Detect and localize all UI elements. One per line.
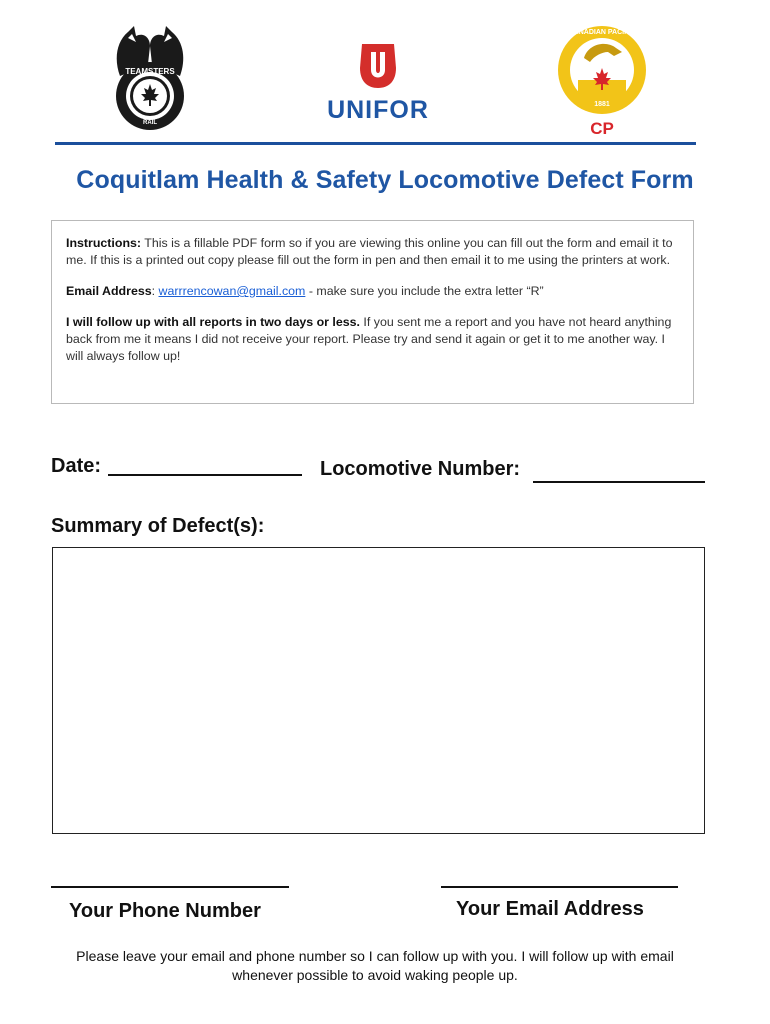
email-address-heading: Email Address	[66, 284, 152, 298]
instructions-paragraph	[66, 235, 679, 269]
email-address-label: Your Email Address	[456, 898, 644, 920]
teamsters-logo	[106, 24, 194, 134]
cp-ring-text: CANADIAN PACIFIC	[568, 29, 636, 36]
email-address-input[interactable]	[441, 886, 678, 888]
summary-textarea[interactable]	[52, 547, 705, 834]
cp-wordmark: CP	[590, 119, 614, 138]
summary-label: Summary of Defect(s):	[51, 515, 265, 537]
date-input[interactable]	[108, 474, 302, 476]
follow-up-paragraph	[66, 314, 679, 365]
instructions-box	[51, 220, 694, 404]
canadian-pacific-logo	[554, 22, 650, 140]
instructions-heading: Instructions:	[66, 236, 142, 250]
unifor-logo	[318, 38, 438, 124]
locomotive-number-input[interactable]	[533, 481, 705, 483]
follow-up-heading: I will follow up with all reports in two days or less.	[66, 315, 360, 329]
teamsters-logo-subtext: RAIL	[143, 120, 157, 126]
date-label: Date:	[51, 455, 102, 477]
locomotive-number-label: Locomotive Number:	[320, 458, 521, 480]
teamsters-logo-text: TEAMSTERS	[125, 67, 175, 76]
instructions-text: This is a fillable PDF form so if you are viewing this online you can fill out the form and email it to me. If this is a printed out copy please fill out the form in pen and then email it to me using the printers at work.	[66, 236, 673, 267]
email-address-paragraph	[66, 283, 679, 300]
footer-note: Please leave your email and phone number so I can follow up with you. I will follow up with email whenever possible to avoid waking people up.	[76, 948, 674, 983]
form-title: Coquitlam Health & Safety Locomotive Defect Form	[76, 166, 694, 194]
unifor-wordmark: UNIFOR	[327, 96, 429, 124]
email-link[interactable]: warrrencowan@gmail.com	[158, 284, 306, 298]
follow-up-text: If you sent me a report and you have not heard anything back from me it means I did not receive your report. Please try and send it again or get it to me another way. I will always follow up!	[66, 315, 672, 363]
phone-number-input[interactable]	[51, 886, 289, 888]
header-divider	[55, 142, 696, 145]
email-note: - make sure you include the extra letter “R”	[305, 284, 544, 298]
cp-year: 1881	[594, 101, 610, 108]
email-colon: :	[151, 284, 159, 298]
phone-number-label: Your Phone Number	[69, 900, 261, 922]
